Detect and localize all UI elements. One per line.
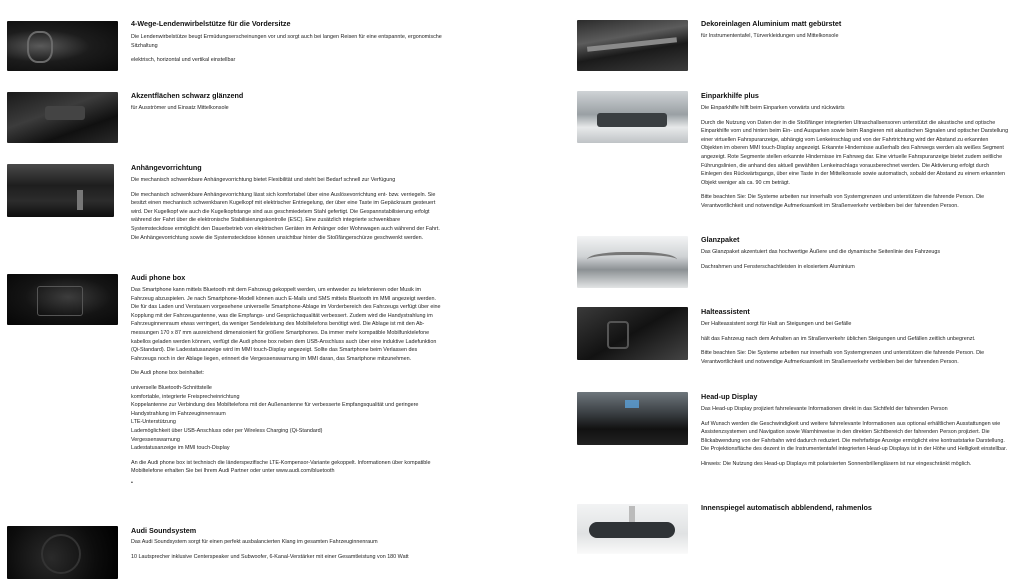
item-paragraph: Der Halteassistent sorgt für Halt an Steigungen und bei Gefälle: [701, 321, 852, 327]
speaker-grille-photo-icon: [7, 526, 118, 579]
item-paragraph: An die Audi phone box ist technisch die länderspezifische LTE-Kompensor-Variante gekoppelt. Informationen über kompatible Mobiltelefone erhalten Sie bei Ihrem Audi Partner oder unter www.audi.com/bluetooth: [131, 459, 431, 475]
list-item: Lademöglichkeit über USB-Anschluss oder per Wireless Charging (Qi-Standard): [131, 427, 323, 434]
item-paragraph: für Instrumententafel, Türverkleidungen und Mittelkonsole: [701, 33, 839, 39]
item-paragraph: Das Audi Soundsystem sorgt für einen perfekt ausbalancierten Klang im gesamten Fahrzeuginnenraum: [131, 539, 378, 545]
item-title: Innenspiegel automatisch abblendend, rahmenlos: [701, 503, 872, 512]
item-body: [701, 405, 1011, 475]
list-item: universelle Bluetooth-Schnittstelle: [131, 384, 212, 391]
item-paragraph: Die Lendenwirbelstütze beugt Ermüdungserscheinungen vor und sorgt auch bei langen Reisen für eine entspannte, ergonomische Sitzhaltung: [131, 34, 442, 49]
rearview-mirror-photo-icon: [577, 504, 688, 554]
item-body: [131, 286, 443, 493]
item-paragraph: Die mechanisch schwenkbare Anhängevorrichtung lässt sich komfortabel über eine Auslösevorrichtung ent- bzw. verriegeln. Sie besitzt einen mechanisch schwenkbaren Kugelkopf mit elektrischer Entriegelung, der über eine Taste im Gepäckraum gesteuert wird. Der Kugelkopf wie auch die Kugelkopfstange sind aus geschmiedetem Stahl gefertigt. Die Gespannstabilisierung erfolgt während der Fahrt über die elektronische Stabilisierungskontrolle (ESC). Eine zusätzlich integrierte schwenkbare Systemsteckdose ermöglicht den Dauerbetrieb von elektrischen Geräten im Anhänger oder Wohnwagen auch während der Fahrt. Die Anhängevorrichtung sowie die Systemsteckdose können unsichtbar hinter die Stoßfängerschürze geschwenkt werden.: [131, 191, 440, 241]
item-paragraph: Das Smartphone kann mittels Bluetooth mit dem Fahrzeug gekoppelt werden, um entweder zu telefonieren oder Musik im Fahrzeug abzuspielen. Je nach Smartphone-Modell können auch E-Mails und SMS mittels Bluetooth im MMI angezeigt werden. Die für das Laden und Verstauen vorgesehene universelle Smartphone-Ablage im Vorderbereich des Fahrzeugs verfügt über eine Kopplung mit der Fahrzeugantenne, was die Empfangs- und Gesprächsqualität verbessert. Zudem wird die Handystrahlung im Fahrzeuginnenraum etwas verringert, da weniger Sendeleistung des Mobiltelefons benötigt wird. Die Ablage ist mit den Ab- messungen 170 x 87 mm ausreichend dimensioniert für größere Smartphones. Da immer mehr kompatible Mobilfunktelefone kabellos geladen werden können, verfügt die Audi phone box neben dem USB-Anschluss auch über eine induktive Ladefunktion (Qi-Standard). Die Ladestatusanzeige wird im MMI touch-Display angezeigt. Sollte das Smartphone beim Verlassen des Fahrzeugs noch in der Ablage liegen, erinnert die Vergessenswarnung im MMI daran, das Smartphone mitzunehmen.: [131, 287, 441, 362]
item-paragraph: Die Audi phone box beinhaltet:: [131, 370, 205, 377]
item-paragraph: Durch die Nutzung von Daten der in die Stoßfänger integrierten Ultraschallsensoren unterstützt die akustische und optische Einparkhilfe vorn und hinten beim Ein- und Ausparken sowie beim Rangieren mit akustischen Signalen und optischer Darstellung einer virtuellen Fahrspuranzeige, abhängig vom Lenkeinschlag und von der Fahrtrichtung wird der Abstand zu erkannten Objekten im oberen MMI touch-Display angezeigt. Erkannte Hindernisse außerhalb des Fahrwegs werden als weißes Segment angezeigt. Rote Segmente stellen erkannte Hindernisse im Fahrweg dar. Eine virtuelle Fahrspuranzeige bietet zudem seitliche Führungslinien, die anhand des aktuell gewählten Lenkeinschlags vorausberechnet werden. Die Aktivierung erfolgt durch Einlegen des Rückwärtsgangs, über eine Taste in der Mittelkonsole sowie automatisch, sobald der Abstand zu einem erkannten Objekt weniger als ca. 90 cm beträgt.: [701, 119, 1009, 186]
item-paragraph: Bitte beachten Sie: Die Systeme arbeiten nur innerhalb von Systemgrenzen und unterstützen die fahrende Person. Die Verantwortlichkeit und notwendige Aufmerksamkeit im Straßenverkehr verbleiben bei der fahrenden Person.: [701, 194, 985, 209]
item-body: [131, 104, 451, 119]
item-paragraph: Hinweis: Die Nutzung des Head-up Displays mit polarisierten Sonnenbrillengläsern ist nur eingeschränkt möglich.: [701, 460, 972, 467]
item-title: Audi phone box: [131, 273, 186, 282]
item-title: Anhängevorrichtung: [131, 163, 202, 172]
item-paragraph: für Ausströmer und Einsatz Mittelkonsole: [131, 105, 229, 111]
item-paragraph: Die Einparkhilfe hilft beim Einparken vorwärts und rückwärts: [701, 105, 845, 111]
item-title: Dekoreinlagen Aluminium matt gebürstet: [701, 19, 842, 28]
item-einpark: [512, 80, 1024, 230]
item-body: [701, 104, 1011, 217]
item-body: [701, 248, 1011, 277]
item-paragraph: Das Head-up Display projiziert fahrrelevante Informationen direkt in das Sichtfeld der fahrenden Person: [701, 406, 948, 412]
item-sound: [0, 522, 512, 585]
item-paragraph: Bitte beachten Sie: Die Systeme arbeiten nur innerhalb von Systemgrenzen und unterstützen die fahrende Person. Die Verantwortlichkeit und notwendige Aufmerksamkeit im Straßenverkehr verbleiben bei der fahrenden Person.: [701, 350, 985, 365]
item-alu: [512, 0, 1024, 80]
item-paragraph: Die mechanisch schwenkbare Anhängevorrichtung bietet Flexibilität und steht bei Bedarf schnell zur Verfügung: [131, 177, 396, 183]
list-item: Ladestatusanzeige im MMI touch-Display: [131, 445, 230, 452]
list-item: Koppelantenne zur Verbindung des Mobiltelefons mit der Außenantenne für verbesserte Empfangsqualität und geringere Handystrahlung im Fahrzeuginnenraum: [131, 402, 419, 417]
lumbar-support-photo-icon: [7, 21, 118, 71]
item-body: [131, 33, 451, 71]
list-item: Vergessenswarnung: [131, 436, 180, 443]
tow-hitch-photo-icon: [7, 164, 114, 217]
item-title: Halteassistent: [701, 307, 750, 316]
item-body: [131, 538, 451, 567]
item-body: [701, 32, 1011, 47]
list-item: LTE-Unterstützung: [131, 419, 176, 426]
item-spiegel: [512, 500, 1024, 585]
list-item: komfortable, integrierte Freisprecheinrichtung: [131, 393, 240, 400]
item-body: [701, 320, 1011, 372]
item-phonebox: [0, 268, 512, 508]
item-halte: [512, 305, 1024, 385]
bullet-mark: •: [131, 479, 133, 486]
item-title: Audi Soundsystem: [131, 526, 197, 535]
item-lumbar: [0, 0, 512, 80]
hold-assist-photo-icon: [577, 307, 688, 360]
item-akzent: [0, 80, 512, 150]
item-paragraph: Dachrahmen und Fensterschachtleisten in eloxiertem Aluminium: [701, 263, 855, 270]
item-title: Glanzpaket: [701, 235, 740, 244]
item-paragraph: 10 Lautsprecher inklusive Centerspeaker und Subwoofer, 6-Kanal-Verstärker mit einer Gesamtleistung von 180 Watt: [131, 553, 409, 560]
item-body: [131, 176, 443, 248]
head-up-display-photo-icon: [577, 392, 688, 445]
item-title: Akzentflächen schwarz glänzend: [131, 91, 244, 100]
item-glanz: [512, 230, 1024, 300]
item-paragraph: Auf Wunsch werden die Geschwindigkeit und weitere fahrrelevante Informationen aus optional erhältlichen Ausstattungen wie Assistenzsystemen und Navigation sowie Warnhinweise in den direkten Sichtbereich der fahrenden Person projiziert. Die Blickabwendung von der Fahrbahn wird dadurch reduziert. Die mehrfarbige Anzeige ermöglicht eine kontraststarke Darstellung. Die Projektionsfläche des dezent in die Instrumententafel integrierten Head-up Displays ist in der Höhe und Helligkeit einstellbar.: [701, 420, 1007, 453]
item-paragraph: elektrisch, horizontal und vertikal einstellbar: [131, 57, 236, 64]
item-anhaenger: [0, 155, 512, 265]
item-paragraph: hält das Fahrzeug nach dem Anhalten an im Straßenverkehr üblichen Steigungen und Gefällen zeitlich unbegrenzt.: [701, 335, 976, 342]
phone-box-photo-icon: [7, 274, 118, 325]
item-list: [131, 384, 443, 453]
item-title: 4-Wege-Lendenwirbelstütze für die Vordersitze: [131, 19, 291, 28]
gloss-package-photo-icon: [577, 236, 688, 288]
gloss-black-trim-photo-icon: [7, 92, 118, 143]
aluminium-inlay-photo-icon: [577, 20, 688, 71]
item-title: Einparkhilfe plus: [701, 91, 759, 100]
item-title: Head-up Display: [701, 392, 758, 401]
item-paragraph: Das Glanzpaket akzentuiert das hochwertige Äußere und die dynamische Seitenlinie des Fahrzeugs: [701, 249, 941, 255]
item-hud: [512, 390, 1024, 500]
parking-sensor-photo-icon: [577, 91, 688, 143]
